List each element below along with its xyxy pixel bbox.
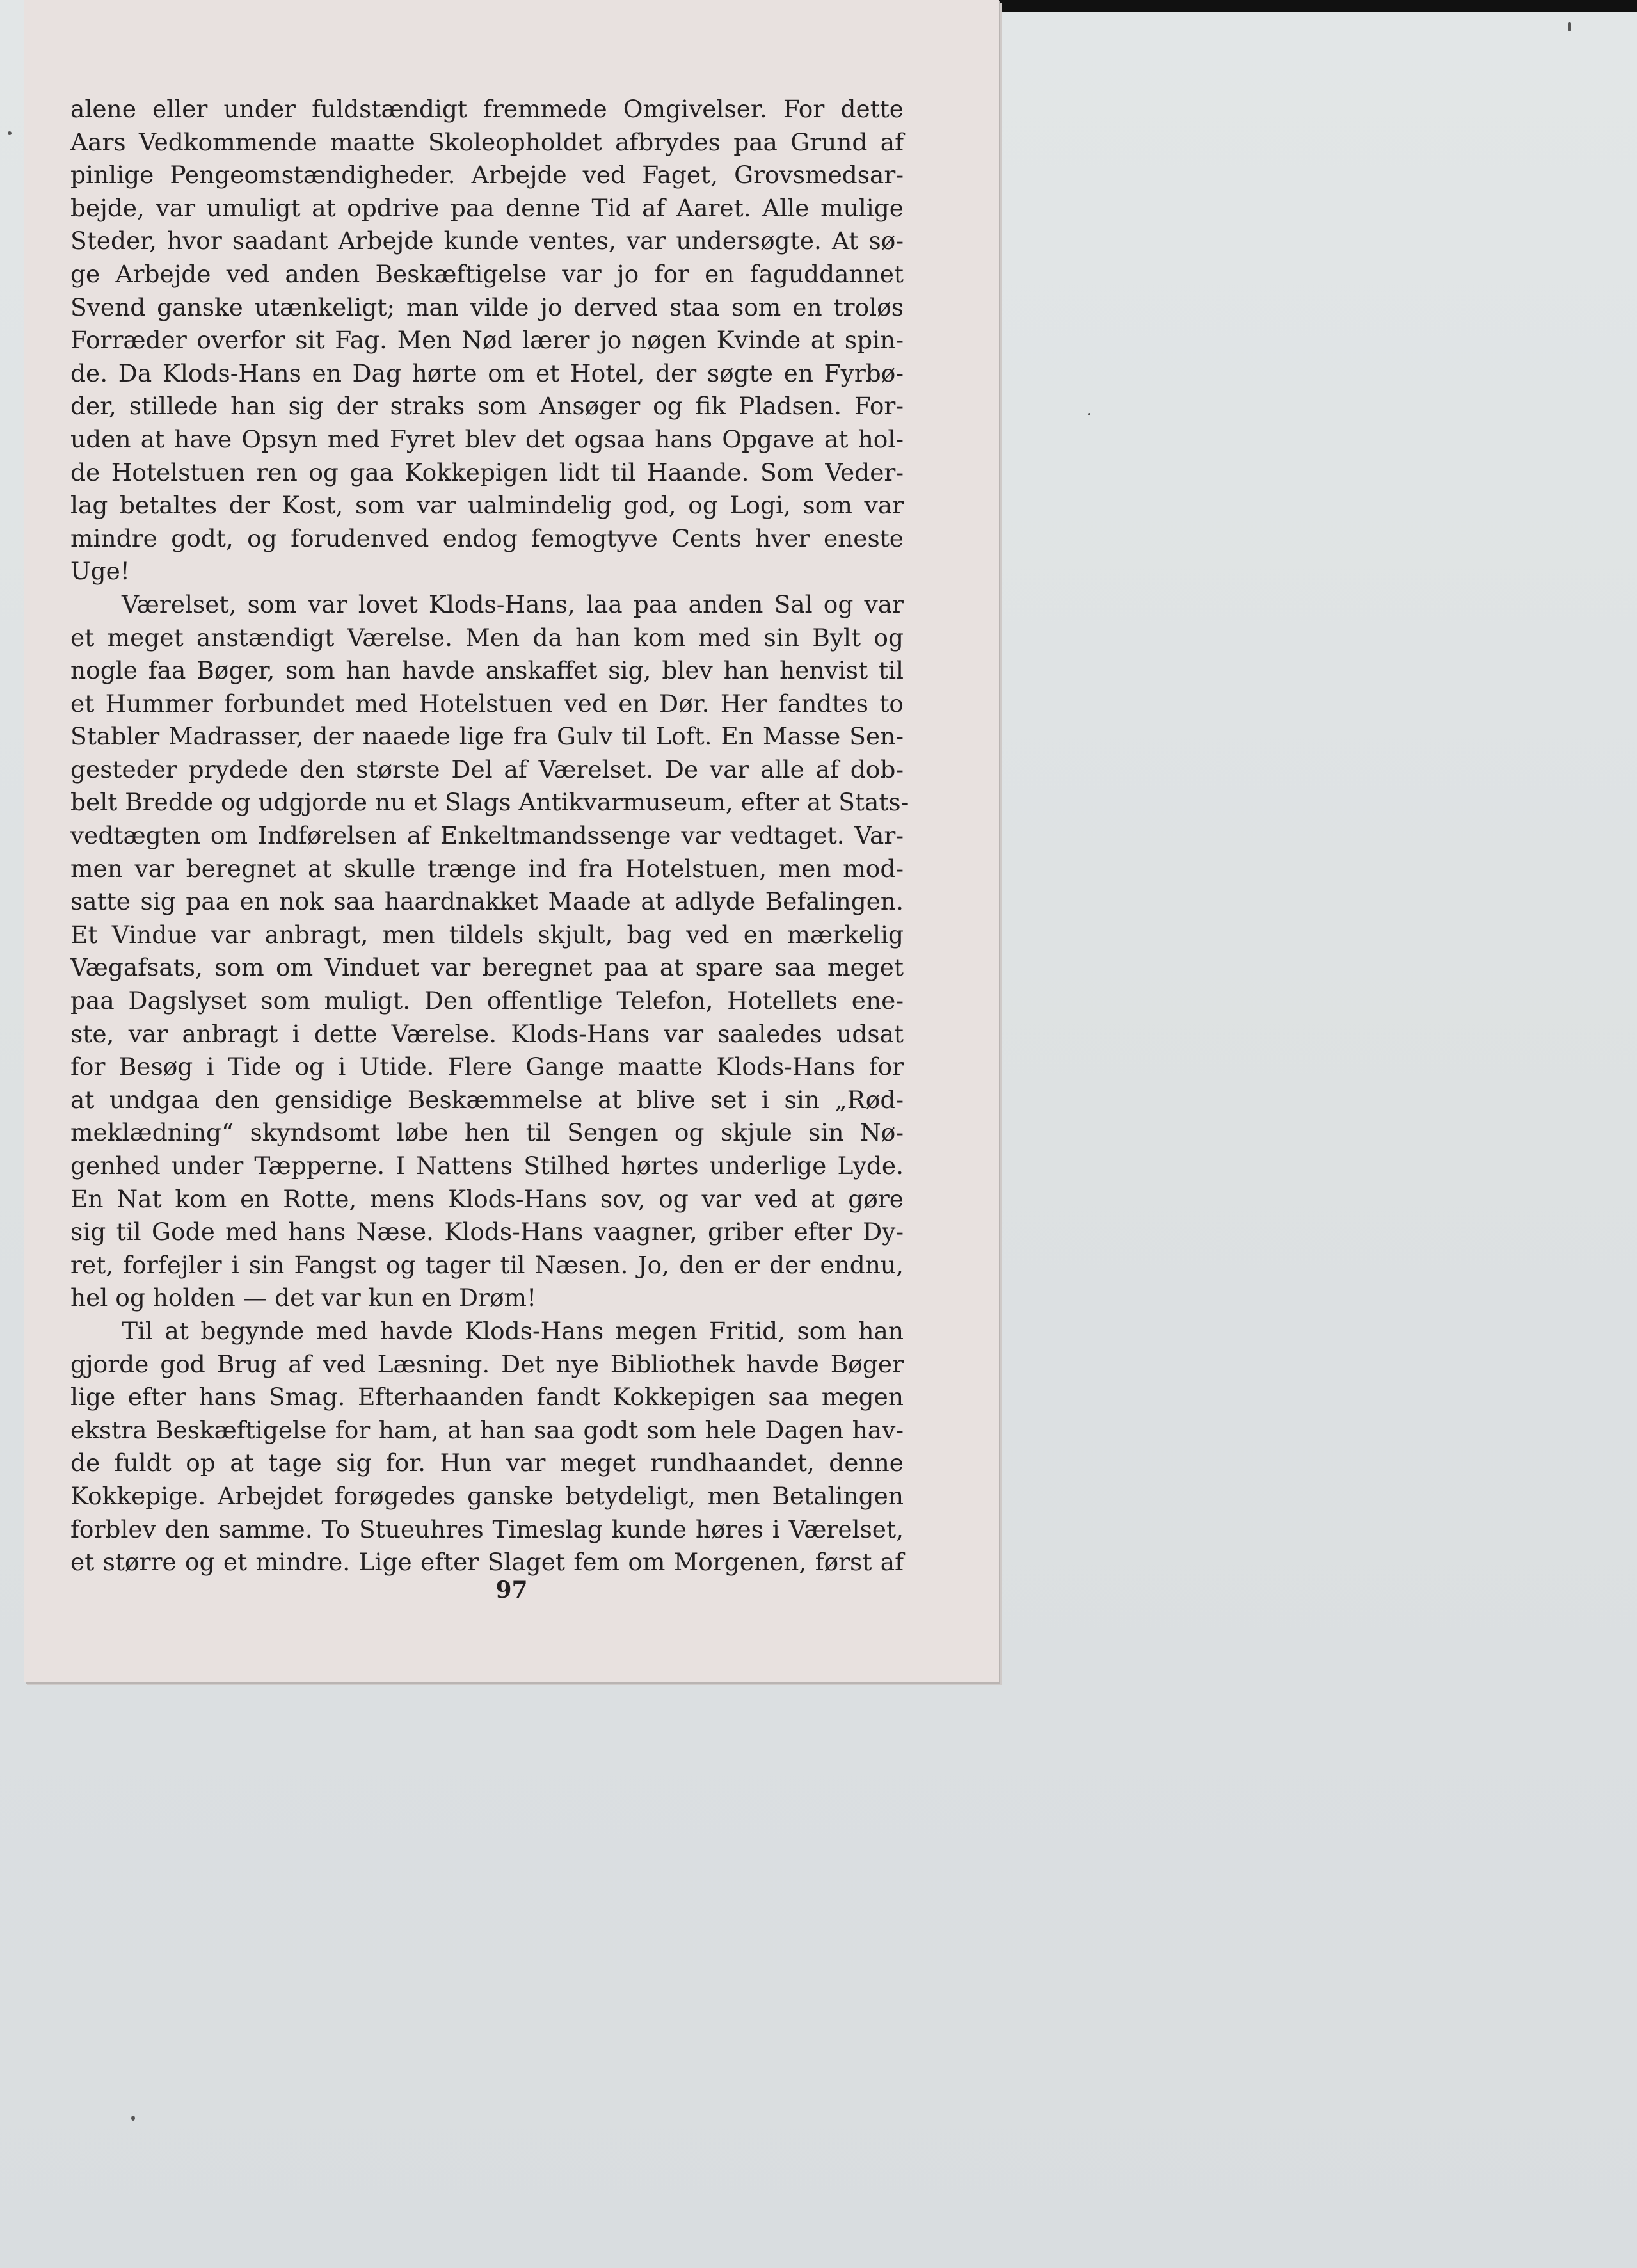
text-line: de. Da Klods-Hans en Dag hørte om et Hotel, der søgte en Fyrbø- xyxy=(70,358,904,387)
text-line: satte sig paa en nok saa haardnakket Maade at adlyde Befalingen. xyxy=(70,887,904,916)
text-line: et meget anstændigt Værelse. Men da han kom med sin Bylt og xyxy=(70,623,904,652)
page-number: 97 xyxy=(495,1577,528,1604)
text-line: et større og et mindre. Lige efter Slaget fem om Morgenen, først af xyxy=(70,1548,904,1577)
text-line: pinlige Pengeomstændigheder. Arbejde ved Faget, Grovsmedsar- xyxy=(70,161,904,189)
text-line: ekstra Beskæftigelse for ham, at han saa godt som hele Dagen hav- xyxy=(70,1415,904,1444)
text-line: Kokkepige. Arbejdet forøgedes ganske betydeligt, men Betalingen xyxy=(70,1481,904,1510)
text-line: der, stillede han sig der straks som Ansøger og fik Pladsen. For- xyxy=(70,392,904,421)
text-line: uden at have Opsyn med Fyret blev det ogsaa hans Opgave at hol- xyxy=(70,424,904,453)
text-line: men var beregnet at skulle trænge ind fra Hotelstuen, men mod- xyxy=(70,854,904,883)
scan-speck xyxy=(131,2116,135,2121)
paragraph-end-line: Uge! xyxy=(70,557,130,586)
text-line: de fuldt op at tage sig for. Hun var meget rundhaandet, denne xyxy=(70,1449,904,1477)
text-line: paa Dagslyset som muligt. Den offentlige Telefon, Hotellets ene- xyxy=(70,986,904,1015)
scan-speck xyxy=(1568,22,1571,31)
text-line: for Besøg i Tide og i Utide. Flere Gange maatte Klods-Hans for xyxy=(70,1052,904,1081)
paragraph-end-line: hel og holden — det var kun en Drøm! xyxy=(70,1283,537,1312)
text-line: En Nat kom en Rotte, mens Klods-Hans sov, og var ved at gøre xyxy=(70,1184,904,1213)
text-line: Stabler Madrasser, der naaede lige fra Gulv til Loft. En Masse Sen- xyxy=(70,722,904,751)
text-line: belt Bredde og udgjorde nu et Slags Antikvarmuseum, efter at Stats- xyxy=(70,788,909,817)
text-line: et Hummer forbundet med Hotelstuen ved en Dør. Her fandtes to xyxy=(70,689,904,718)
text-line: ste, var anbragt i dette Værelse. Klods-Hans var saaledes udsat xyxy=(70,1019,904,1048)
scan-speck xyxy=(1088,413,1090,415)
paragraph-start-line: Værelset, som var lovet Klods-Hans, laa paa anden Sal og var xyxy=(122,590,904,618)
scanner-edge xyxy=(998,0,1637,12)
text-line: alene eller under fuldstændigt fremmede Omgivelser. For dette xyxy=(70,95,904,123)
text-line: sig til Gode med hans Næse. Klods-Hans vaagner, griber efter Dy- xyxy=(70,1218,904,1246)
text-line: Steder, hvor saadant Arbejde kunde ventes, var undersøgte. At sø- xyxy=(70,227,904,255)
text-line: gesteder prydede den største Del af Værelset. De var alle af dob- xyxy=(70,755,904,784)
page-body-text xyxy=(70,93,909,1579)
text-line: forblev den samme. To Stueuhres Timeslag kunde høres i Værelset, xyxy=(70,1515,904,1543)
text-line: at undgaa den gensidige Beskæmmelse at blive set i sin „Rød- xyxy=(70,1085,904,1114)
text-line: Vægafsats, som om Vinduet var beregnet paa at spare saa meget xyxy=(70,953,904,982)
text-line: nogle faa Bøger, som han havde anskaffet sig, blev han henvist til xyxy=(70,656,904,685)
text-line: gjorde god Brug af ved Læsning. Det nye Bibliothek havde Bøger xyxy=(70,1349,904,1378)
text-line: lag betaltes der Kost, som var ualmindelig god, og Logi, som var xyxy=(70,491,904,520)
text-line: Et Vindue var anbragt, men tildels skjult, bag ved en mærkelig xyxy=(70,920,904,949)
text-line: Aars Vedkommende maatte Skoleopholdet afbrydes paa Grund af xyxy=(70,127,904,156)
text-line: mindre godt, og forudenved endog femogtyve Cents hver eneste xyxy=(70,524,904,552)
text-line: ret, forfejler i sin Fangst og tager til Næsen. Jo, den er der endnu, xyxy=(70,1250,904,1279)
text-line: vedtægten om Indførelsen af Enkeltmandssenge var vedtaget. Var- xyxy=(70,821,904,850)
paragraph-start-line: Til at begynde med havde Klods-Hans megen Fritid, som han xyxy=(122,1316,904,1345)
text-line: ge Arbejde ved anden Beskæftigelse var jo for en faguddannet xyxy=(70,259,904,288)
text-line: de Hotelstuen ren og gaa Kokkepigen lidt til Haande. Som Veder- xyxy=(70,458,904,487)
scan-speck xyxy=(8,131,12,135)
text-line: Svend ganske utænkeligt; man vilde jo derved staa som en troløs xyxy=(70,293,904,321)
text-line: lige efter hans Smag. Efterhaanden fandt Kokkepigen saa megen xyxy=(70,1383,904,1411)
text-line: bejde, var umuligt at opdrive paa denne Tid af Aaret. Alle mulige xyxy=(70,193,904,222)
book-page xyxy=(24,0,999,1682)
text-line: Forræder overfor sit Fag. Men Nød lærer jo nøgen Kvinde at spin- xyxy=(70,326,904,355)
text-line: meklædning“ skyndsomt løbe hen til Sengen og skjule sin Nø- xyxy=(70,1118,904,1147)
text-line: genhed under Tæpperne. I Nattens Stilhed hørtes underlige Lyde. xyxy=(70,1152,904,1180)
